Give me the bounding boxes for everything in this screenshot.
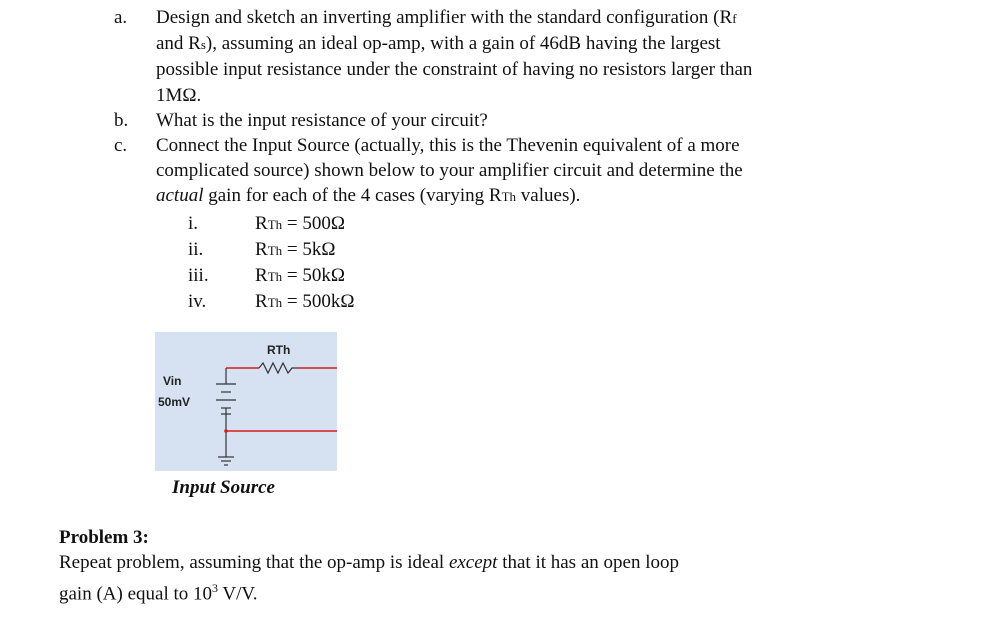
battery-symbol	[216, 384, 236, 414]
cropped-heading-remnant	[59, 0, 137, 4]
problem-3-line-2: gain (A) equal to $10^3$ V/V.	[59, 581, 258, 605]
source-value: 50mV	[158, 395, 191, 409]
bottom-junction	[224, 429, 228, 433]
case-iv-label: iv.	[188, 291, 207, 312]
case-iv-value: RTh = 500kΩ	[255, 291, 355, 312]
part-c-marker: c.	[114, 135, 128, 156]
part-a-line-1: Design and sketch an inverting amplifier with the standard configuration (Rf	[156, 7, 737, 28]
input-source-circuit	[155, 332, 337, 471]
case-ii-value: RTh = 5kΩ	[255, 239, 336, 260]
problem-3-heading: Problem 3:	[59, 527, 149, 548]
circuit-caption: Input Source	[172, 477, 275, 498]
case-ii-label: ii.	[188, 239, 204, 260]
part-a-line-4: 1MΩ.	[156, 85, 202, 106]
problem-3-line-1: Repeat problem, assuming that the op-amp is ideal except that it has an open loop	[59, 552, 679, 573]
circuit-schematic	[155, 332, 337, 471]
case-i-label: i.	[188, 213, 199, 234]
case-iii-label: iii.	[188, 265, 209, 286]
part-b-marker: b.	[114, 110, 129, 131]
part-a-line-3: possible input resistance under the constraint of having no resistors larger than	[156, 59, 753, 80]
resistor-label: RTh	[267, 343, 291, 357]
part-c-line-1: Connect the Input Source (actually, this is the Thevenin equivalent of a more	[156, 135, 740, 156]
source-label: Vin	[163, 374, 182, 388]
resistor-symbol	[259, 363, 297, 373]
case-iii-value: RTh = 50kΩ	[255, 265, 345, 286]
case-i-value: RTh = 500Ω	[255, 213, 345, 234]
part-a-marker: a.	[114, 7, 128, 28]
part-a-line-2: and Rs), assuming an ideal op-amp, with a gain of 46dB having the largest	[156, 33, 721, 54]
part-b-text: What is the input resistance of your circuit?	[156, 110, 488, 131]
part-c-line-2: complicated source) shown below to your amplifier circuit and determine the	[156, 160, 743, 181]
ground-symbol	[218, 457, 234, 465]
part-c-line-3: actual gain for each of the 4 cases (varying RTh values).	[156, 185, 581, 206]
